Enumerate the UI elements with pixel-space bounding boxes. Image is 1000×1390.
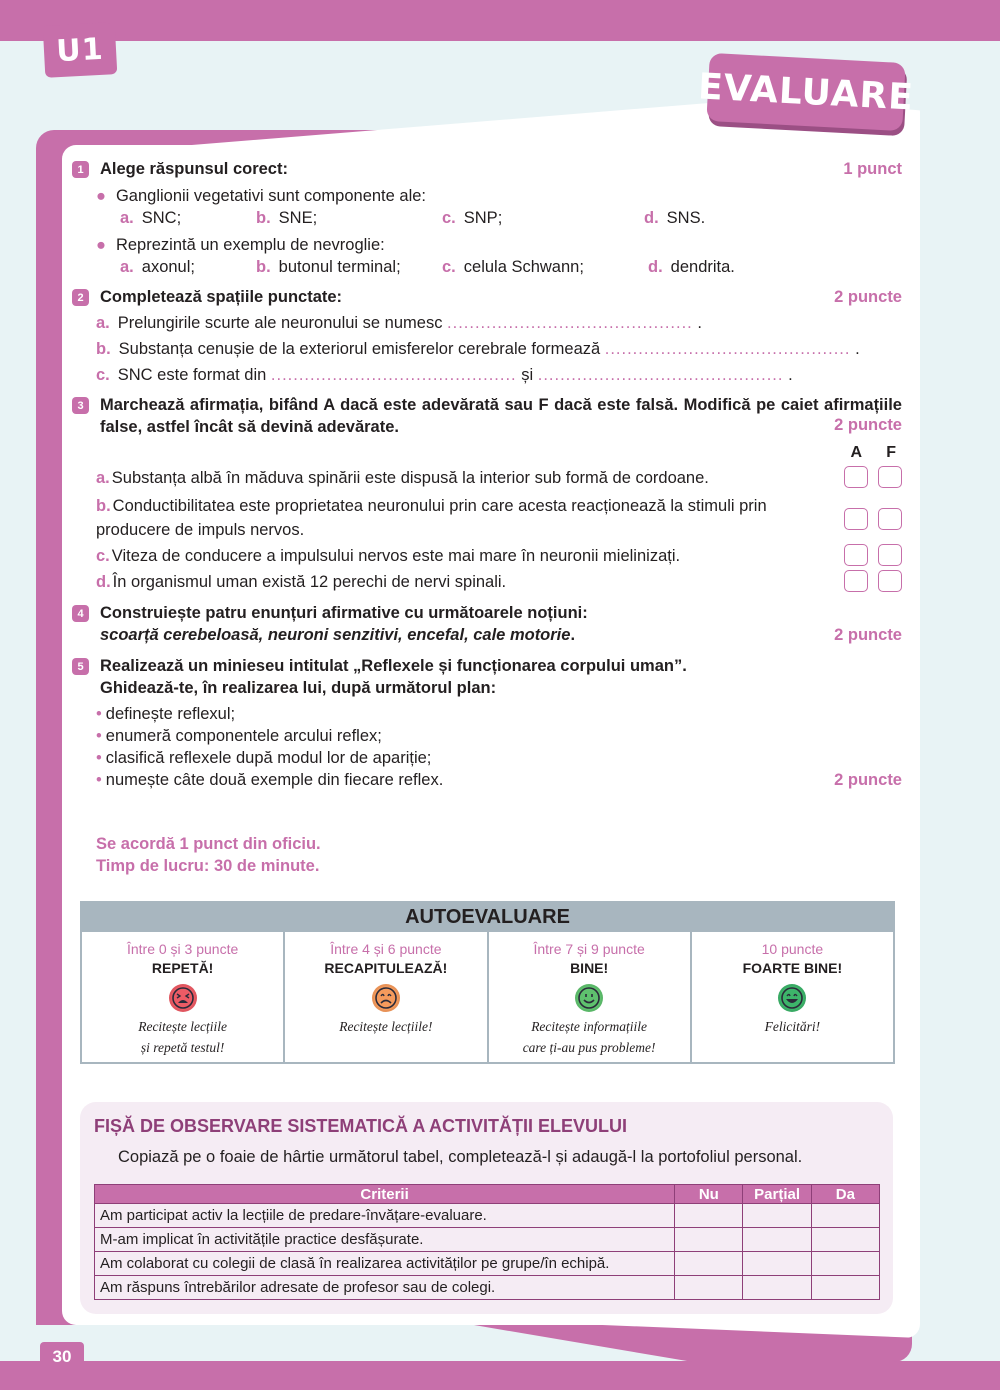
self-evaluation-table: [80, 901, 895, 1064]
option[interactable]: d. dendrita.: [648, 258, 735, 276]
plan-item: numește câte două exemple din fiecare reflex.: [105, 771, 444, 789]
question-number: 2: [72, 289, 89, 306]
options-row: [120, 207, 902, 229]
column-header: Criterii: [95, 1185, 675, 1204]
criterion: Am participat activ la lecțiile de predare-învățare-evaluare.: [95, 1204, 675, 1228]
observation-sheet-title: FIȘĂ DE OBSERVARE SISTEMATICĂ A ACTIVITĂȚII ELEVULUI: [94, 1116, 628, 1136]
self-evaluation-title: AUTOEVALUARE: [82, 903, 893, 932]
blank-field[interactable]: ............................................: [270, 366, 517, 384]
bullet-icon: ●: [96, 187, 106, 205]
verdict: BINE!: [570, 960, 609, 976]
score-band: [489, 932, 692, 1062]
bullet-icon: •: [96, 771, 102, 789]
advice-text: Recitește informațiile: [531, 1019, 648, 1034]
column-header: Nu: [675, 1185, 743, 1204]
cell-nu[interactable]: [675, 1228, 743, 1252]
notions-list: scoarță cerebeloasă, neuroni senzitivi, encefal, cale motorie: [100, 626, 571, 644]
question-title: Completează spațiile punctate:: [100, 288, 343, 306]
verdict: REPETĂ!: [151, 960, 214, 976]
bullet-icon: •: [96, 727, 102, 745]
bullet-icon: ●: [96, 236, 106, 254]
crying-face-icon: [169, 984, 197, 1012]
bullet-icon: •: [96, 705, 102, 723]
question-number: 1: [72, 161, 89, 178]
cell-partial[interactable]: [743, 1276, 811, 1300]
score-band: [692, 932, 893, 1062]
question-number: 4: [72, 605, 89, 622]
checkbox-f[interactable]: [878, 466, 902, 488]
laughing-face-icon: [778, 984, 806, 1012]
blank-field[interactable]: ............................................: [447, 314, 693, 332]
points-label: 2 puncte: [834, 771, 902, 789]
option[interactable]: b. SNE;: [256, 209, 318, 227]
table-row: [95, 1204, 880, 1228]
option[interactable]: a. axonul;: [120, 258, 195, 276]
cell-partial[interactable]: [743, 1204, 811, 1228]
cell-da[interactable]: [811, 1204, 879, 1228]
options-row: [120, 256, 902, 278]
plan-item: clasifică reflexele după modul lor de apariție;: [105, 749, 432, 767]
criterion: Am răspuns întrebărilor adresate de profesor sau de colegi.: [95, 1276, 675, 1300]
question-number: 3: [72, 397, 89, 414]
verdict: FOARTE BINE!: [742, 960, 843, 976]
points-label: 2 puncte: [834, 626, 902, 644]
option[interactable]: d. SNS.: [644, 209, 706, 227]
question-3: [72, 394, 902, 594]
item-stem: Reprezintă un exemplu de nevroglie:: [115, 236, 385, 254]
verdict: RECAPITULEAZĂ!: [324, 960, 448, 976]
criterion: M-am implicat în activitățile practice desfășurate.: [95, 1228, 675, 1252]
question-4: 4 Construiește patru enunțuri afirmative cu următoarele noțiuni: scoarță cerebeloasă, neuroni senzitivi, encefal, cale motorie. 2 puncte: [72, 602, 902, 646]
blank-field[interactable]: ............................................: [537, 366, 784, 384]
true-false-item: c. Viteza de conducere a impulsului nervos este mai mare în neuronii mielinizați.: [96, 544, 902, 568]
option[interactable]: a. SNC;: [120, 209, 182, 227]
page-number: 30: [40, 1342, 84, 1372]
table-row: [95, 1276, 880, 1300]
question-title: Construiește patru enunțuri afirmative cu următoarele noțiuni:: [100, 604, 588, 622]
bottom-band: [0, 1361, 1000, 1390]
true-false-item: a. Substanța albă în măduva spinării este dispusă la interior sub formă de cordoane.: [96, 466, 902, 490]
checkbox-a[interactable]: [844, 544, 868, 566]
cell-partial[interactable]: [743, 1252, 811, 1276]
advice-text: Recitește lecțiile!: [339, 1019, 433, 1034]
points-label: 1 punct: [843, 160, 902, 178]
evaluation-content: [72, 158, 902, 877]
option[interactable]: b. butonul terminal;: [256, 258, 401, 276]
question-title: Marchează afirmația, bifând A dacă este adevărată sau F dacă este falsă. Modifică pe caiet afirmațiile false, astfel încât să devină adevărate.: [100, 396, 902, 436]
question-5: [72, 655, 902, 791]
question-title: Alege răspunsul corect:: [100, 160, 288, 178]
cell-nu[interactable]: [675, 1252, 743, 1276]
bonus-point-note: Se acordă 1 punct din oficiu.: [96, 835, 321, 853]
cell-da[interactable]: [811, 1228, 879, 1252]
fill-item: a. Prelungirile scurte ale neuronului se numesc ............................................ .: [96, 314, 702, 332]
checkbox-a[interactable]: [844, 508, 868, 530]
score-range: Între 4 și 6 puncte: [330, 941, 442, 957]
advice-text: Recitește lecțiile: [138, 1019, 228, 1034]
table-row: [95, 1252, 880, 1276]
score-range: Între 0 și 3 puncte: [126, 941, 239, 957]
blank-field[interactable]: ............................................: [604, 340, 851, 358]
cell-nu[interactable]: [675, 1276, 743, 1300]
score-range: 10 puncte: [761, 941, 824, 957]
advice-text: și repetă testul!: [140, 1040, 225, 1055]
points-label: 2 puncte: [834, 416, 902, 434]
checkbox-f[interactable]: [878, 508, 902, 530]
bullet-icon: •: [96, 749, 102, 767]
question-2: [72, 286, 902, 388]
time-limit-note: Timp de lucru: 30 de minute.: [96, 857, 320, 875]
item-stem: Ganglionii vegetativi sunt componente ale:: [115, 187, 426, 205]
score-range: Între 7 și 9 puncte: [533, 941, 645, 957]
option[interactable]: c. celula Schwann;: [442, 258, 584, 276]
cell-partial[interactable]: [743, 1228, 811, 1252]
advice-text: Felicitări!: [764, 1019, 821, 1034]
score-band: [285, 932, 488, 1062]
plan-item: definește reflexul;: [105, 705, 236, 723]
cell-nu[interactable]: [675, 1204, 743, 1228]
advice-text: care ți-au pus probleme!: [522, 1040, 656, 1055]
unit-tab: U1: [43, 22, 118, 78]
question-number: 5: [72, 658, 89, 675]
true-false-item: b. Conductibilitatea este proprietatea neuronului prin care acesta reacționează la stimuli prin producere de impuls nervos.: [96, 494, 902, 542]
column-header: Parțial: [743, 1185, 811, 1204]
checkbox-a[interactable]: [844, 466, 868, 488]
sad-face-icon: [372, 984, 400, 1012]
observation-sheet-instruction: Copiază pe o foaie de hârtie următorul tabel, completează-l și adaugă-l la portofoliul personal.: [118, 1148, 803, 1166]
column-header: Da: [811, 1185, 879, 1204]
plan-item: enumeră componentele arcului reflex;: [105, 727, 382, 745]
criteria-table: [94, 1184, 880, 1300]
score-band: [82, 932, 285, 1062]
fill-item: c. SNC este format din ............................................ și ............................................ .: [96, 366, 793, 384]
smiling-face-icon: [575, 984, 603, 1012]
section-title: EVALUARE: [706, 53, 905, 131]
cell-da[interactable]: [811, 1276, 879, 1300]
column-a-label: A: [850, 444, 862, 461]
question-title: Realizează un minieseu intitulat „Reflexele și funcționarea corpului uman”. Ghidează-te, în realizarea lui, după următorul plan:: [100, 657, 687, 697]
cell-da[interactable]: [811, 1252, 879, 1276]
checkbox-f[interactable]: [878, 570, 902, 592]
true-false-item: d. În organismul uman există 12 perechi de nervi spinali.: [96, 570, 902, 594]
checkbox-a[interactable]: [844, 570, 868, 592]
question-1: [72, 158, 902, 278]
column-f-label: F: [886, 444, 896, 461]
criterion: Am colaborat cu colegii de clasă în realizarea activităților pe grupe/în echipă.: [95, 1252, 675, 1276]
checkbox-f[interactable]: [878, 544, 902, 566]
fill-item: b. Substanța cenușie de la exteriorul emisferelor cerebrale formează ............................................ .: [96, 340, 860, 358]
observation-sheet: [80, 1102, 893, 1314]
top-band: [0, 0, 1000, 41]
option[interactable]: c. SNP;: [442, 209, 503, 227]
points-label: 2 puncte: [834, 288, 902, 306]
table-row: [95, 1228, 880, 1252]
